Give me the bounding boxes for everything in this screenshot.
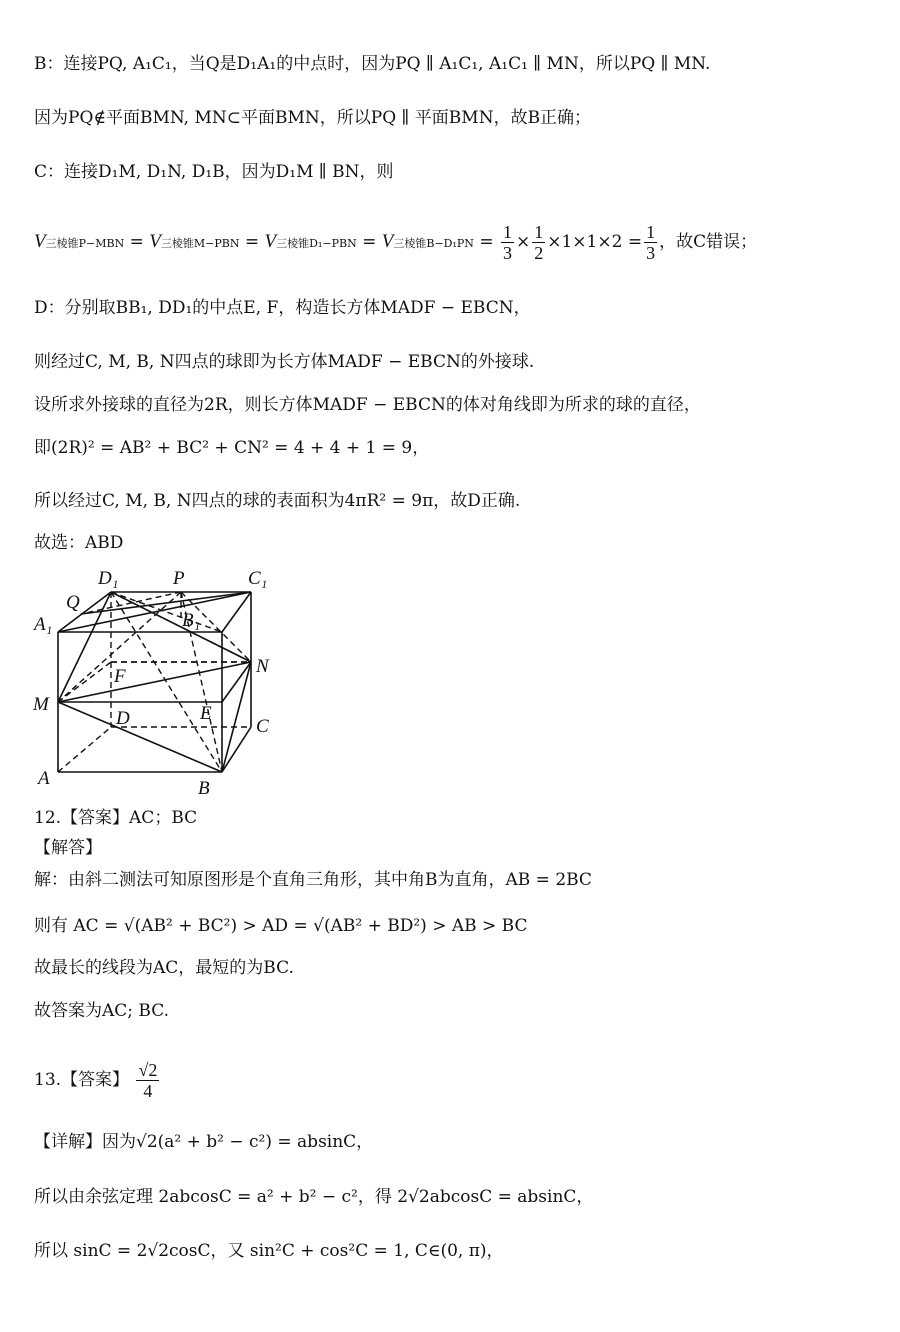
label-Q: Q	[66, 592, 80, 613]
selection-line: 故选：ABD	[34, 533, 124, 553]
q13-line3: 所以 sinC = 2√2cosC，又 sin²C + cos²C = 1, C∈(0, π)，	[34, 1241, 504, 1261]
label-C1: C₁	[248, 568, 268, 589]
fraction-3: $\frac{1}{3}$	[646, 222, 656, 263]
option-d-line1: D：分别取BB₁, DD₁的中点E, F，构造长方体MADF − EBCN，	[34, 298, 531, 318]
q12-line4: 故答案为AC; BC.	[34, 1001, 170, 1021]
q12-line3: 故最长的线段为AC，最短的为BC.	[34, 958, 294, 978]
label-M: M	[33, 694, 49, 715]
fraction-2: $\frac{1}{2}$	[534, 222, 544, 263]
q12-line2: 则有 AC = √(AB² + BC²) > AD = √(AB² + BD²) > AB > BC	[34, 916, 528, 936]
label-F: F	[114, 666, 126, 687]
label-B1: B₁	[182, 610, 201, 631]
q12-answer: 12.【答案】AC；BC	[34, 808, 198, 828]
q13-line1: 【详解】因为√2(a² + b² − c²) = absinC，	[34, 1132, 374, 1152]
volume-label-1: 三棱锥P−MBN	[45, 237, 125, 250]
label-D1: D₁	[98, 568, 119, 589]
label-C: C	[256, 716, 269, 737]
option-d-line5: 所以经过C, M, B, N四点的球的表面积为4πR² = 9π，故D正确.	[34, 491, 521, 511]
option-d-line3: 设所求外接球的直径为2R，则长方体MADF − EBCN的体对角线即为所求的球的直径，	[34, 395, 701, 415]
label-A: A	[38, 768, 50, 789]
option-b-line2: 因为PQ∉平面BMN, MN⊂平面BMN，所以PQ ∥ 平面BMN，故B正确；	[34, 108, 592, 128]
q12-line1: 解：由斜二测法可知原图形是个直角三角形，其中角B为直角，AB = 2BC	[34, 870, 592, 890]
volume-tail: ，故C错误；	[659, 232, 758, 252]
option-d-line2: 则经过C, M, B, N四点的球即为长方体MADF − EBCN的外接球.	[34, 352, 535, 372]
option-b-line1: B：连接PQ, A₁C₁，当Q是D₁A₁的中点时，因为PQ ∥ A₁C₁, A₁C₁ ∥ MN，所以PQ ∥ MN.	[34, 54, 711, 74]
label-D: D	[116, 708, 130, 729]
volume-label-3: 三棱锥D₁−PBN	[276, 237, 357, 250]
option-c-volume-line: V三棱锥P−MBN = V三棱锥M−PBN = V三棱锥D₁−PBN = V三棱锥B−D₁PN = $\frac{1}{3}$ × $\frac{1}{2}$ ×1×1×2 = $\frac{1}{3}$ ，故C错误；	[34, 222, 758, 263]
fraction-1: $\frac{1}{3}$	[503, 222, 512, 263]
volume-label-4: 三棱锥B−D₁PN	[393, 237, 474, 250]
q13-answer-label: 13.【答案】	[34, 1070, 130, 1090]
fraction-mid: ×1×1×2 =	[547, 232, 643, 252]
label-A1: A₁	[34, 614, 53, 635]
q13-answer-fraction: $\frac{√2}{4}$	[138, 1060, 158, 1101]
q12-solution-heading: 【解答】	[34, 838, 102, 858]
q13-line2: 所以由余弦定理 2abcosC = a² + b² − c²，得 2√2abcosC = absinC，	[34, 1187, 594, 1207]
label-P: P	[173, 568, 185, 589]
label-B: B	[198, 778, 210, 799]
q13-answer	[34, 1060, 880, 1101]
option-d-line4: 即(2R)² = AB² + BC² + CN² = 4 + 4 + 1 = 9，	[34, 438, 430, 458]
option-c-line1: C：连接D₁M, D₁N, D₁B，因为D₁M ∥ BN，则	[34, 162, 394, 182]
label-N: N	[256, 656, 269, 677]
label-E: E	[200, 703, 212, 724]
cuboid-figure	[28, 562, 288, 802]
volume-label-2: 三棱锥M−PBN	[160, 237, 240, 250]
